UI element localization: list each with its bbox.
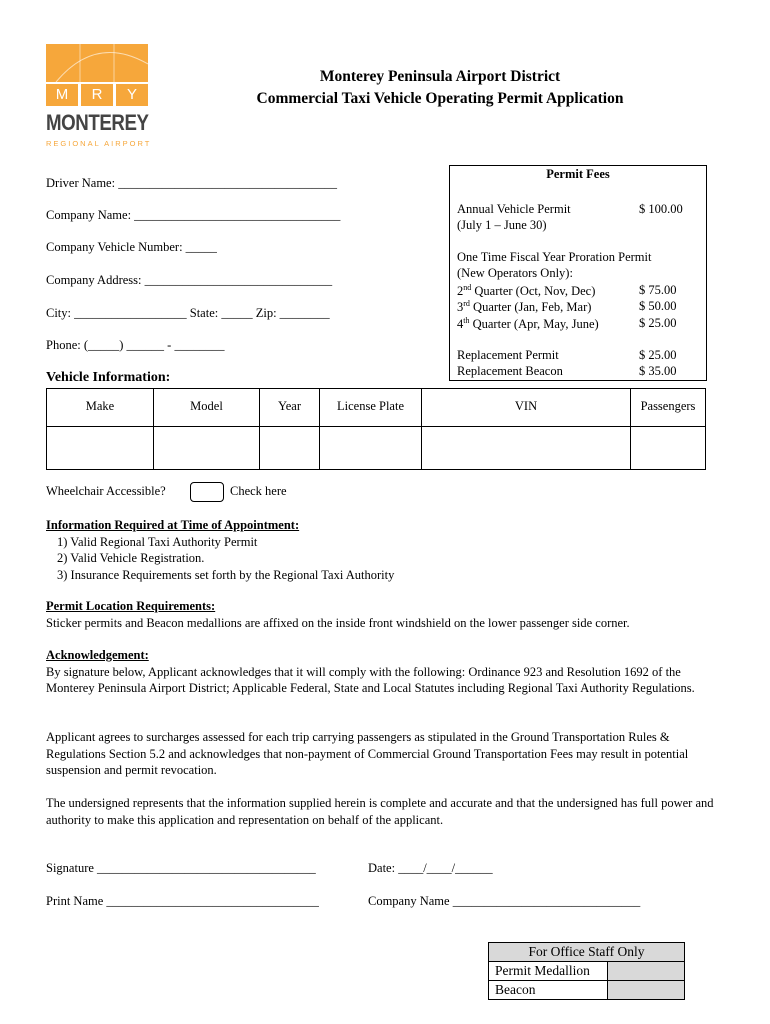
office-title: For Office Staff Only [489, 943, 685, 962]
info-item-1: 1) Valid Regional Taxi Authority Permit [57, 534, 258, 549]
col-license-plate: License Plate [320, 389, 422, 427]
location-text: Sticker permits and Beacon medallions are affixed on the inside front windshield on the lower passenger side corner. [46, 615, 630, 630]
fee-q3-amount: $ 50.00 [639, 299, 677, 313]
company-address-field[interactable]: Company Address: ______________________________ [46, 273, 333, 287]
office-beacon-cell [608, 981, 685, 1000]
info-required-heading: Information Required at Time of Appointment: [46, 518, 300, 532]
acknowledgement-p1: By signature below, Applicant acknowledges that it will comply with the following: Ordinance 923 and Resolution 1692 of the Monterey Peninsula Airport District; Applicable Federal, State and Local Statutes including Regional Taxi Authority Regulations. [46, 664, 695, 695]
fee-q4-label: 4th Quarter (Apr, May, June) [457, 316, 599, 332]
logo-letter-y: Y [116, 84, 148, 106]
fee-q4-amount: $ 25.00 [639, 316, 677, 330]
info-required-section [46, 517, 726, 583]
fees-title: Permit Fees [546, 167, 610, 181]
logo-wordmark: MONTEREY [46, 110, 149, 135]
acknowledgement-p3: The undersigned represents that the information supplied herein is complete and accurate and that the undersigned has full power and authority to make this application and representation on behalf of the applicant. [46, 796, 714, 827]
col-make: Make [47, 389, 154, 427]
col-year: Year [260, 389, 320, 427]
logo-arc-icon [46, 44, 148, 82]
company-name-field[interactable]: Company Name: _________________________________ [46, 208, 341, 222]
col-passengers: Passengers [631, 389, 706, 427]
fee-new-operators: (New Operators Only): [457, 266, 573, 280]
model-cell[interactable] [154, 427, 260, 470]
acknowledgement-section [46, 647, 726, 697]
wheelchair-label: Wheelchair Accessible? [46, 484, 166, 498]
office-beacon-label: Beacon [489, 981, 608, 1000]
fee-annual-label: Annual Vehicle Permit [457, 202, 571, 216]
passengers-cell[interactable] [631, 427, 706, 470]
info-item-3: 3) Insurance Requirements set forth by the Regional Taxi Authority [57, 567, 395, 582]
fee-annual-period: (July 1 – June 30) [457, 218, 547, 232]
fee-replacement-permit-label: Replacement Permit [457, 348, 559, 362]
fee-replacement-beacon-label: Replacement Beacon [457, 364, 563, 378]
wheelchair-check-label: Check here [230, 484, 287, 498]
acknowledgement-heading: Acknowledgement: [46, 648, 149, 662]
date-field[interactable]: Date: ____/____/______ [368, 861, 493, 875]
driver-name-field[interactable]: Driver Name: ___________________________________ [46, 176, 337, 190]
fee-proration-label: One Time Fiscal Year Proration Permit [457, 250, 652, 264]
fee-replacement-beacon-amount: $ 35.00 [639, 364, 677, 378]
fee-replacement-permit-amount: $ 25.00 [639, 348, 677, 362]
location-heading: Permit Location Requirements: [46, 599, 216, 613]
page-title-line1: Monterey Peninsula Airport District [319, 68, 561, 85]
col-vin: VIN [422, 389, 631, 427]
office-staff-box [488, 942, 685, 1000]
logo-letter-m: M [46, 84, 78, 106]
license-plate-cell[interactable] [320, 427, 422, 470]
fee-annual-amount: $ 100.00 [639, 202, 683, 216]
vehicle-number-field[interactable]: Company Vehicle Number: _____ [46, 240, 217, 254]
signature-field[interactable]: Signature ___________________________________ [46, 861, 316, 875]
year-cell[interactable] [260, 427, 320, 470]
office-medallion-label: Permit Medallion [489, 962, 608, 981]
airport-logo [46, 44, 148, 106]
wheelchair-checkbox[interactable] [190, 482, 224, 502]
fee-q2-label: 2nd Quarter (Oct, Nov, Dec) [457, 283, 596, 299]
print-name-field[interactable]: Print Name __________________________________ [46, 894, 319, 908]
logo-subtitle: REGIONAL AIRPORT [46, 139, 152, 148]
acknowledgement-p2: Applicant agrees to surcharges assessed for each trip carrying passengers as stipulated in the Ground Transportation Rules & Regulations Section 5.2 and acknowledges that non-payment of Commercial Ground Transportation Fees may result in potential suspension and permit revocation. [46, 730, 689, 777]
vin-cell[interactable] [422, 427, 631, 470]
info-item-2: 2) Valid Vehicle Registration. [57, 551, 205, 565]
phone-field[interactable]: Phone: (_____) ______ - ________ [46, 338, 225, 352]
office-medallion-cell [608, 962, 685, 981]
vehicle-table-row [47, 427, 706, 470]
vehicle-info-heading: Vehicle Information: [46, 370, 171, 385]
fee-q3-label: 3rd Quarter (Jan, Feb, Mar) [457, 299, 592, 315]
vehicle-table [46, 388, 706, 470]
company-name-signature-field[interactable]: Company Name ______________________________ [368, 894, 641, 908]
vehicle-table-header [47, 389, 706, 427]
make-cell[interactable] [47, 427, 154, 470]
location-section [46, 598, 726, 631]
col-model: Model [154, 389, 260, 427]
fee-q2-amount: $ 75.00 [639, 283, 677, 297]
logo-letter-r: R [81, 84, 113, 106]
logo-graphic [46, 44, 148, 82]
permit-fees-box [449, 165, 707, 381]
city-state-zip-field[interactable]: City: __________________ State: _____ Zip: ________ [46, 306, 330, 320]
page-title-line2: Commercial Taxi Vehicle Operating Permit Application [256, 90, 624, 107]
